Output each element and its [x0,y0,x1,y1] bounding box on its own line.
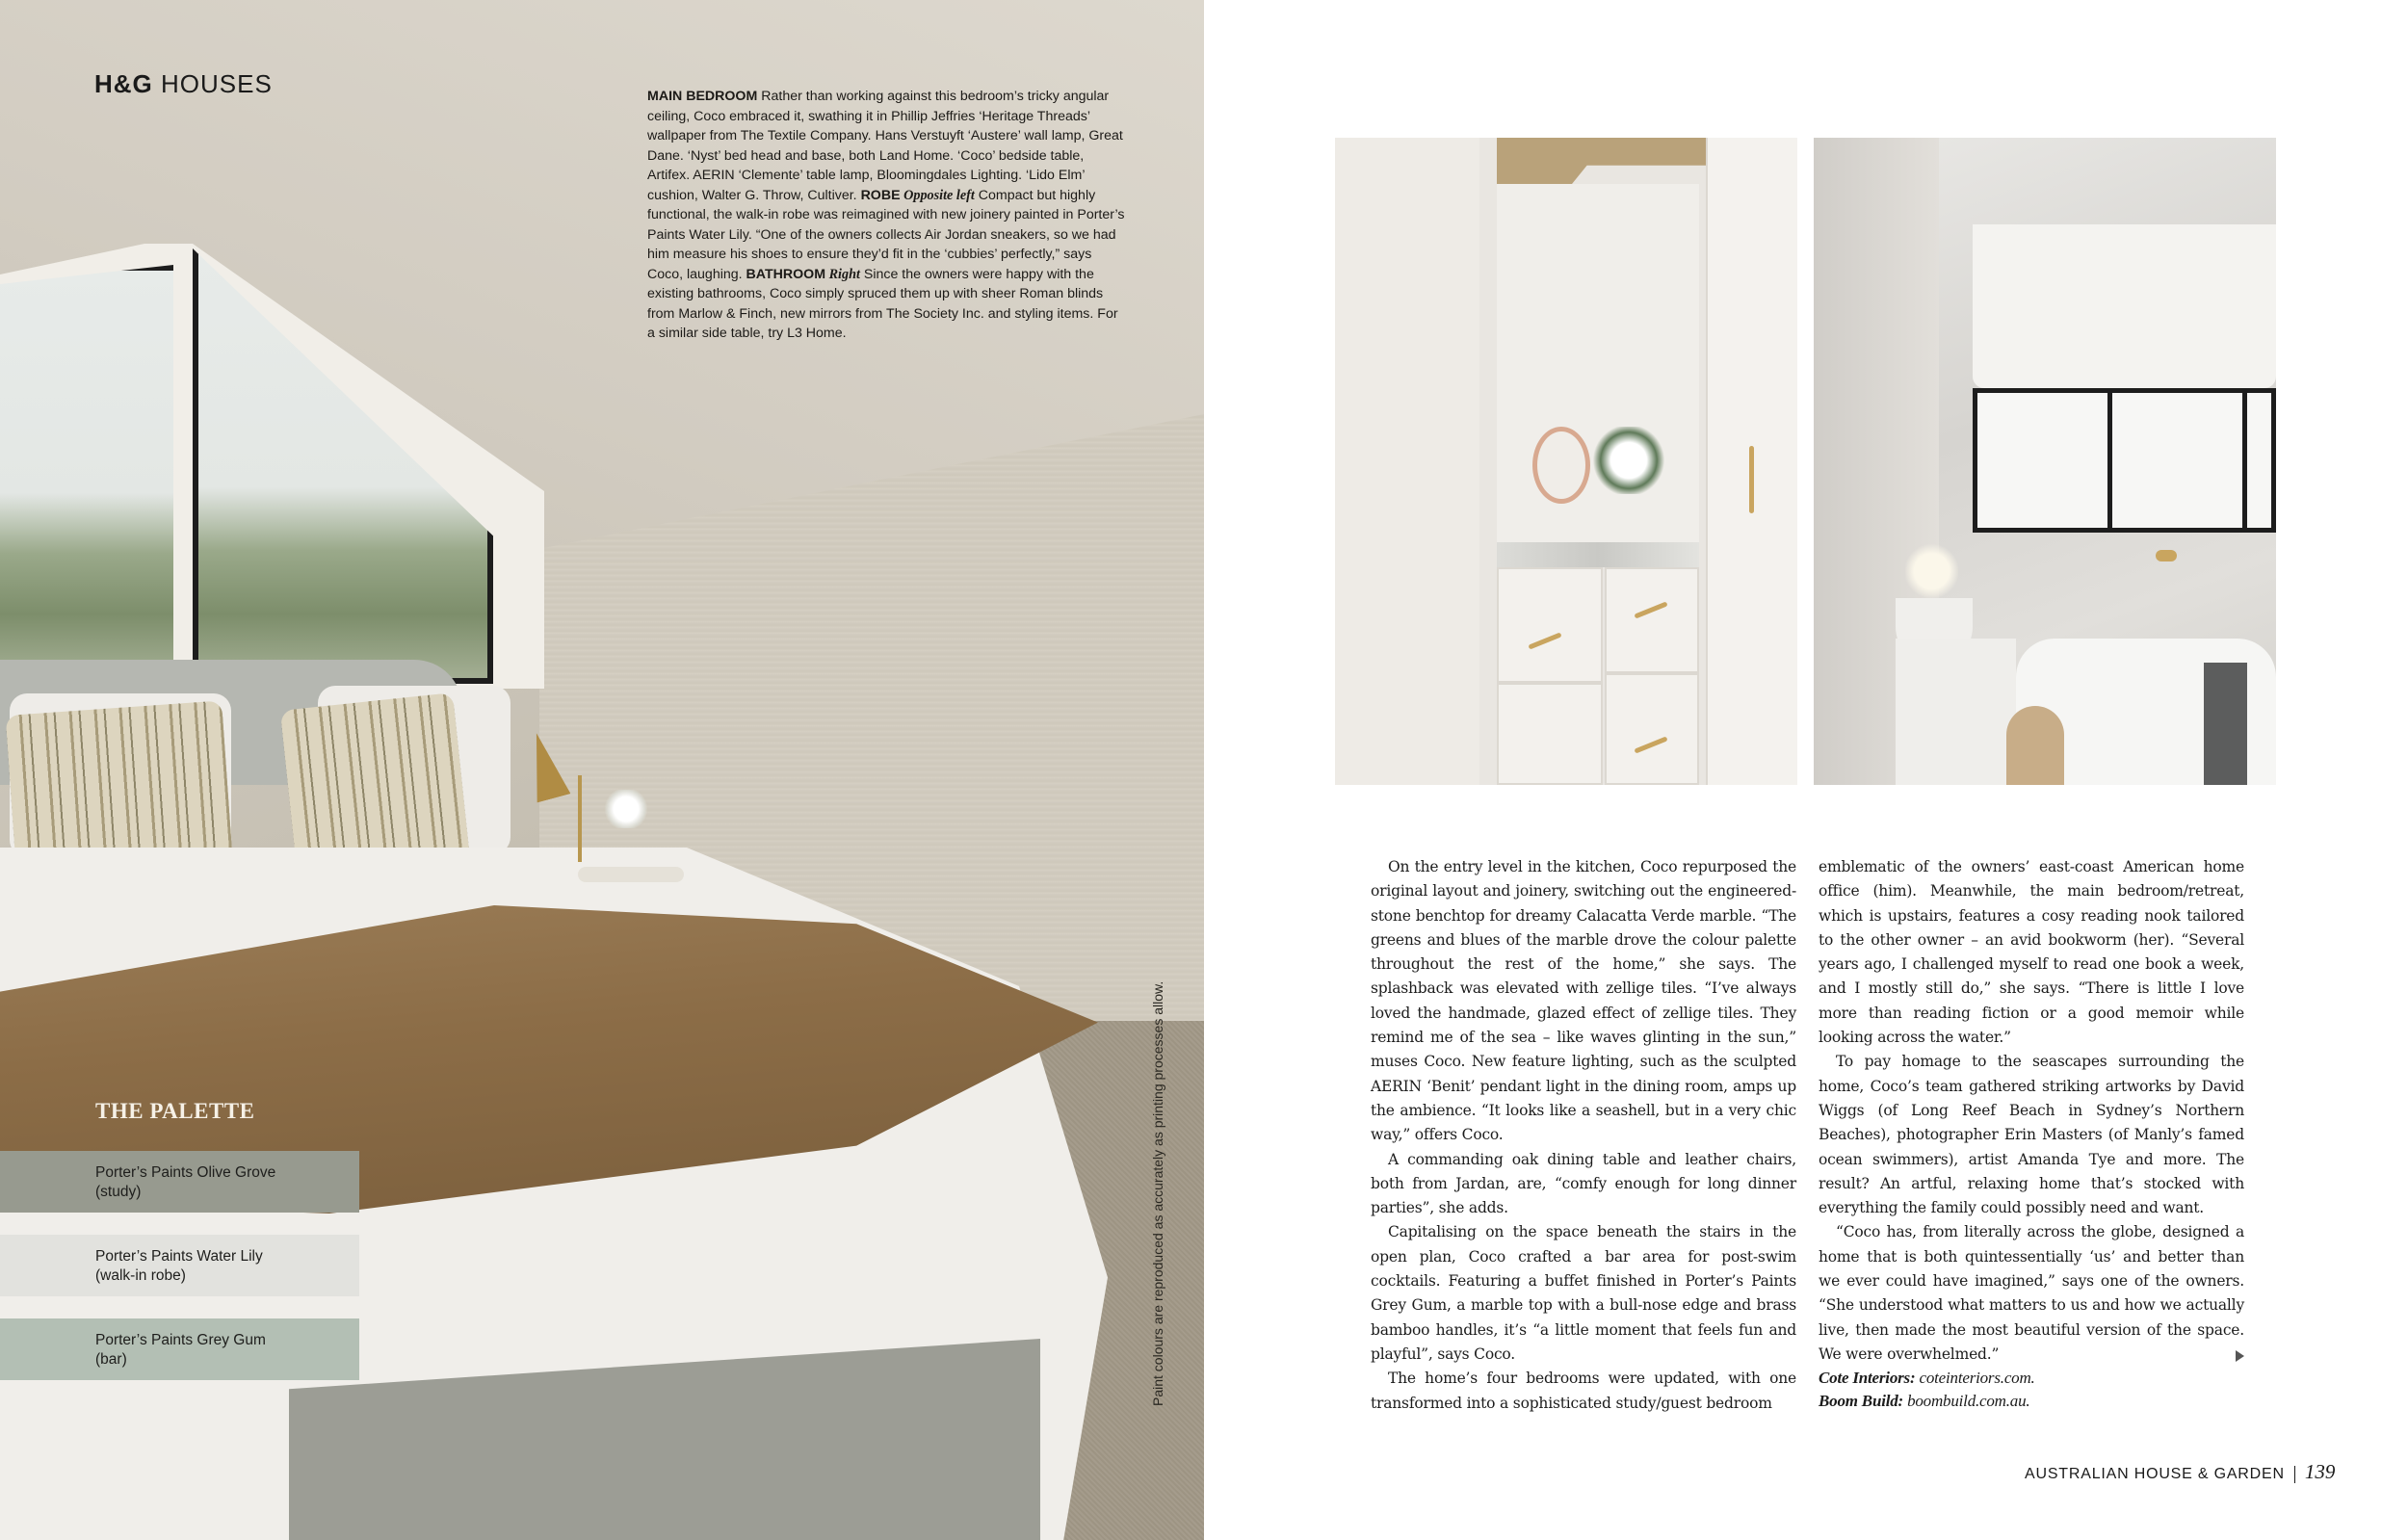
swatch-name: Porter’s Paints Water Lily [95,1248,263,1265]
paragraph: To pay homage to the seascapes surrounding the home, Coco’s team gathered striking artworks by David Wiggs (of Long Reef Beach in Sydney’s Northern Beaches), photographer Erin Masters (of Manly’s famed ocean swimmers), artist Amanda Tye and more. The result? An artful, relaxing home that’s stocked with everything the family could possibly need and want. [1819,1053,2244,1217]
page-folio [2025,1460,2335,1484]
paragraph: Capitalising on the space beneath the stairs in the open plan, Coco crafted a bar area for post-swim cocktails. Featuring a buffet finished in Porter’s Paints Grey Gum, a marble top with a bull-nose edge and brass bamboo handles, it’s “a little moment that feels fun and playful”, says Coco. [1371,1223,1796,1363]
section-name: HOUSES [161,69,273,98]
paragraph: A commanding oak dining table and leather chairs, both from Jardan, are, “comfy enough for long dinner parties”, she adds. [1371,1150,1796,1217]
door-handle [1749,446,1754,513]
folio-divider [2294,1466,2295,1483]
credit-line [1819,1390,2244,1413]
credit-url[interactable]: coteinteriors.com. [1915,1369,2035,1388]
robe-side-panel [1335,138,1479,785]
article-column-2 [1819,855,2244,1413]
caption-text: Since the owners were happy with the existing bathrooms, Coco simply spruced them up with sheer Roman blinds from Marlow & Finch, new mirrors from The Society Inc. and styling items. For a similar side table, try L3 Home. [647,266,1118,341]
lamp-stem [578,775,582,862]
paint-disclaimer: Paint colours are reproduced as accurately as printing processes allow. [1150,980,1165,1406]
credit-label: Boom Build: [1819,1392,1904,1411]
drawer [1605,673,1699,785]
palette-swatch-grey-gum [0,1318,359,1380]
bathroom-photo [1814,138,2276,785]
credit-url[interactable]: boombuild.com.au. [1903,1392,2030,1411]
caption-direction: Opposite left [900,187,975,203]
flower-arrangement [1590,427,1667,494]
vanity [1896,639,2016,785]
drawer [1497,683,1603,785]
paragraph: The home’s four bedrooms were updated, with one transformed into a sophisticated study/guest bedroom [1371,1370,1796,1412]
paragraph: emblematic of the owners’ east-coast American home office (him). Meanwhile, the main bedroom/retreat, which is upstairs, features a cosy reading nook tailored to the other owner – an avid bookworm (her). “Several years ago, I challenged myself to read one book a week, and I mostly still do,” she says. “There is little I love more than reading fiction or a good memoir while looking across the water.” [1819,858,2244,1047]
closing-quote: “Coco has, from literally across the globe, designed a home that is both quintessentially ‘us’ and better than we ever could have imagined,” says one of the owners. “She understood what matters to us and how we actually live, then made the most beautiful version of the space. We were overwhelmed.” [1819,1223,2244,1363]
timber-stool [2006,706,2064,785]
article-column-1 [1371,855,1796,1416]
caption-direction: Right [825,266,860,282]
swatch-room: (walk-in robe) [95,1267,186,1284]
vanity-mirror [1532,427,1590,504]
end-of-story-icon [2236,1350,2244,1362]
window-mullion [2107,393,2112,528]
brand-mark: H&G [94,69,153,98]
publication-name: AUSTRALIAN HOUSE & GARDEN [2025,1466,2285,1482]
swatch-room: (bar) [95,1351,127,1368]
brass-tapware [2156,550,2177,561]
photo-caption [647,87,1129,344]
caption-label: ROBE [860,187,901,203]
section-header [94,69,273,99]
caption-text: Rather than working against this bedroom’s tricky angular ceiling, Coco embraced it, swathing it in Phillip Jeffries ‘Heritage Threads’ wallpaper from The Textile Company. Hans Verstuyft ‘Austere’ wall lamp, Great Dane. ‘Nyst’ bed head and base, both Land Home. ‘Coco’ bedside table, Artifex. AERIN ‘Clemente’ table lamp, Bloomingdales Lighting. ‘Lido Elm’ cushion, Walter G. Throw, Cultiver. [647,89,1123,203]
swatch-room: (study) [95,1184,142,1200]
roman-blind [1973,224,2276,388]
paragraph [1819,1220,2244,1367]
caption-label: BATHROOM [746,266,826,282]
swatch-name: Porter’s Paints Grey Gum [95,1332,266,1348]
swatch-name: Porter’s Paints Olive Grove [95,1164,276,1181]
flower-arrangement [1905,542,1958,600]
page-number: 139 [2304,1460,2336,1483]
towel [2204,663,2247,785]
walk-in-robe-photo [1335,138,1797,785]
palette-title: THE PALETTE [95,1099,255,1123]
credit-line [1819,1367,2244,1390]
window-mullion [2242,393,2247,528]
caption-text: Compact but highly functional, the walk-in robe was reimagined with new joinery painted in Porter’s Paints Water Lily. “One of the owners collects Air Jordan sneakers, so we had him measure his shoes to ensure they’d fit in the ‘cubbies’ perfectly,” says Coco, laughing. [647,187,1125,282]
drawer [1497,567,1603,683]
bathroom-window [1973,388,2276,533]
paragraph: On the entry level in the kitchen, Coco repurposed the original layout and joinery, switching out the engineered-stone benchtop for dreamy Calacatta Verde marble. “The greens and blues of the marble drove the colour palette throughout the rest of the home,” she says. The splashback was elevated with zellige tiles. “I’ve always loved the handmade, glazed effect of zellige tiles. They remind me of the sea – like waves glinting in the sun,” muses Coco. New feature lighting, such as the sculpted AERIN ‘Benit’ pendant light in the dining room, amps up the ambience. “It looks like a seashell, but in a very chic way,” offers Coco. [1371,858,1796,1144]
drawer [1605,567,1699,673]
credit-label: Cote Interiors: [1819,1369,1916,1388]
palette-swatch-olive-grove [0,1151,359,1213]
palette-swatch-water-lily [0,1235,359,1296]
marble-benchtop [1497,542,1699,567]
flower-vase [602,790,650,828]
window-pane-left [0,265,179,681]
caption-label: MAIN BEDROOM [647,89,758,104]
bedside-table [578,867,684,882]
